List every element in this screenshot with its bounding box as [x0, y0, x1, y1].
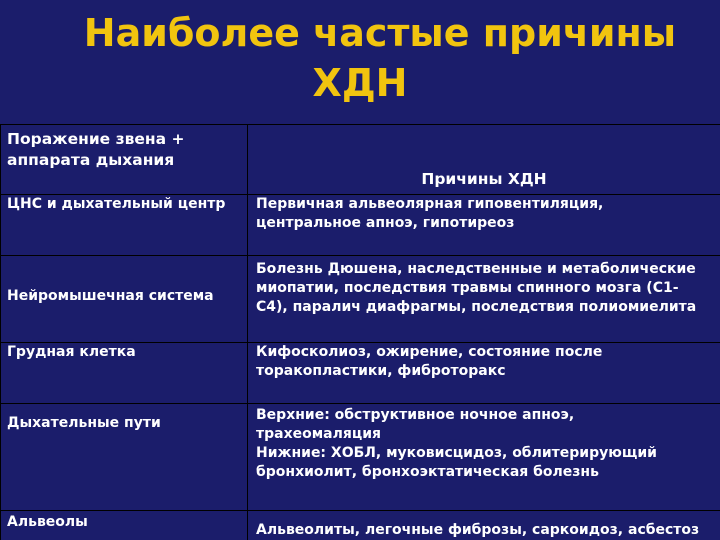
cause-line: торакопластики, фиброторакс — [256, 363, 506, 379]
header-cell-area — [1, 125, 248, 195]
cause-line: Нижние: ХОБЛ, муковисцидоз, облитерирующий — [256, 445, 657, 461]
cause-line: Первичная альвеолярная гиповентиляция, — [256, 196, 604, 212]
cause-line: Болезнь Дюшена, наследственные и метаболические — [256, 261, 696, 277]
header-area-line-2: аппарата дыхания — [7, 151, 175, 169]
row-cause-cell — [248, 195, 720, 256]
header-cell-causes: Причины ХДН — [248, 125, 720, 195]
title-line-2: ХДН — [312, 61, 408, 105]
table-row — [1, 195, 720, 256]
row-area-cell: Дыхательные пути — [1, 404, 248, 511]
table-row — [1, 404, 720, 511]
cause-line: С4), паралич диафрагмы, последствия полиомиелита — [256, 299, 697, 315]
causes-table — [0, 124, 720, 540]
row-area-cell: Грудная клетка — [1, 343, 248, 404]
table-row — [1, 256, 720, 343]
header-area-line-1: Поражение звена + — [7, 130, 185, 148]
cause-line: миопатии, последствия травмы спинного мозга (С1- — [256, 280, 679, 296]
cause-line: Альвеолиты, легочные фиброзы, саркоидоз, асбестоз — [256, 522, 700, 538]
row-cause-cell — [248, 511, 720, 540]
title-line-1: Наиболее частые причины — [83, 11, 677, 55]
table-row — [1, 511, 720, 540]
row-area-cell: ЦНС и дыхательный центр — [1, 195, 248, 256]
cause-line: Кифосколиоз, ожирение, состояние после — [256, 344, 603, 360]
row-area-cell: Нейромышечная система — [1, 256, 248, 343]
cause-line: бронхиолит, бронхоэктатическая болезнь — [256, 464, 599, 480]
row-area-cell: Альвеолы — [1, 511, 248, 540]
cause-line: Верхние: обструктивное ночное апноэ, — [256, 407, 575, 423]
row-cause-cell — [248, 256, 720, 343]
slide-title — [0, 8, 720, 108]
row-cause-cell — [248, 404, 720, 511]
table-header-row — [1, 125, 720, 195]
cause-line: трахеомаляция — [256, 426, 382, 442]
table-row — [1, 343, 720, 404]
cause-line: центральное апноэ, гипотиреоз — [256, 215, 515, 231]
row-cause-cell — [248, 343, 720, 404]
